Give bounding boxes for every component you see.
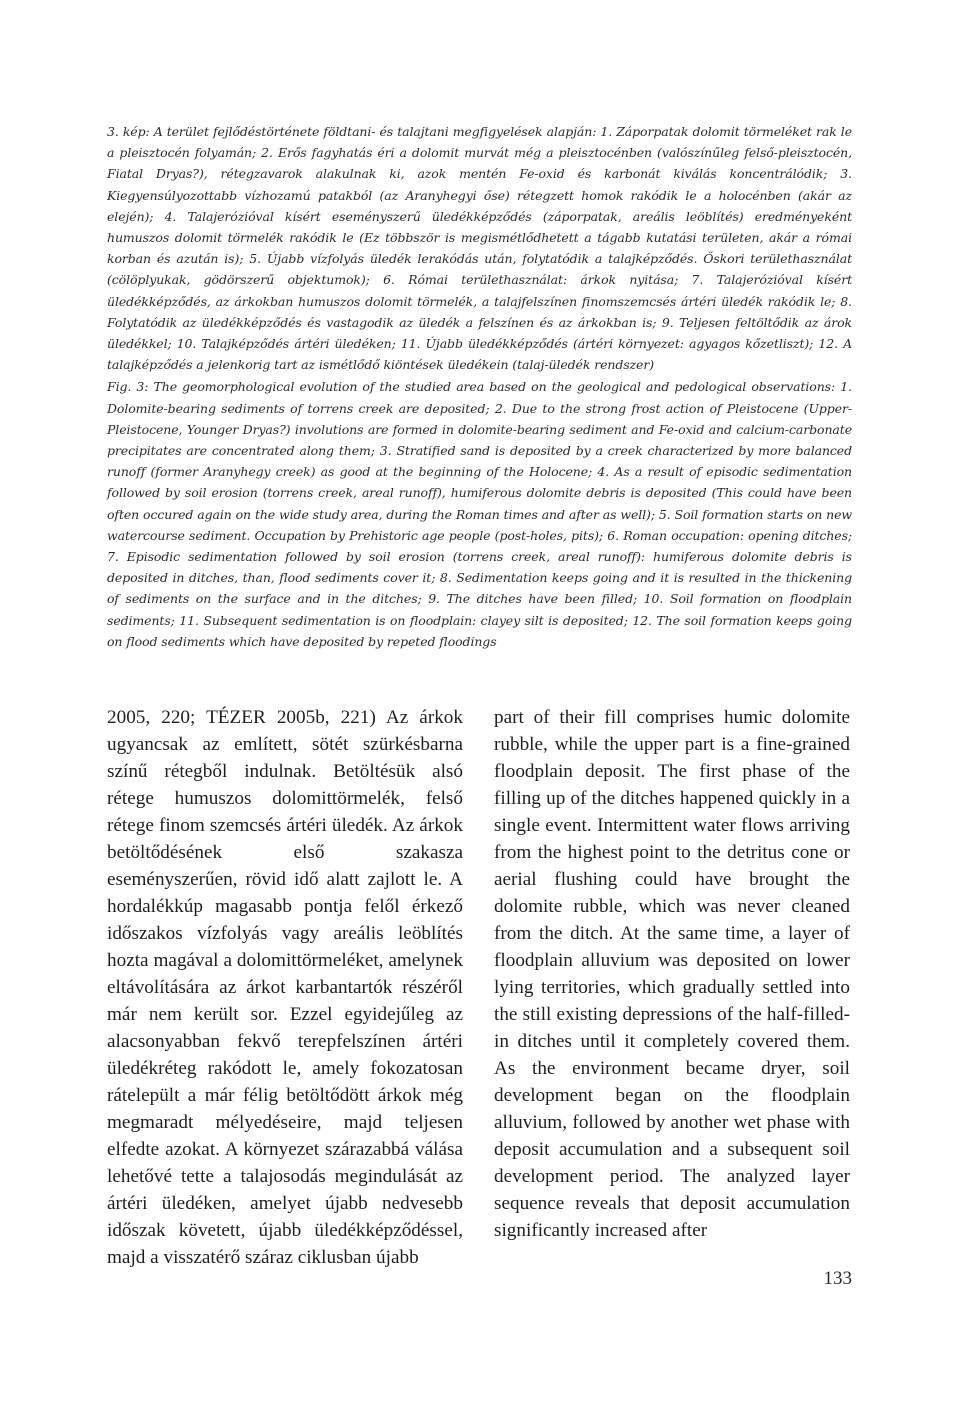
body-column-right [494, 704, 850, 1244]
figure-caption [107, 121, 852, 652]
page-number: 133 [823, 1268, 852, 1289]
caption-english: Fig. 3: The geomorphological evolution of the studied area based on the geological and pedological observations: 1. Dolomite-bearing sediments of torrens creek are deposited; 2. Due to the strong frost action of Pleistocene (Upper-Pleistocene, Younger Dryas?) involutions are formed in dolomite-bearing sediment and Fe-oxid and calcium-carbonate precipitates are concentrated along them; 3. Stratified sand is deposited by a creek characterized by more balanced runoff (former Aranyhegy creek) as good at the beginning of the Holocene; 4. As a result of episodic sedimentation followed by soil erosion (torrens creek, areal runoff), humiferous dolomite debris is deposited (This could have been often occured again on the wide study area, during the Roman times and after as well); 5. Soil formation starts on new watercourse sediment. Occupation by Prehistoric age people (post-holes, pits); 6. Roman occupation: opening ditches; 7. Episodic sedimentation followed by soil erosion (torrens creek, areal runoff): humiferous dolomite debris is deposited in ditches, than, flood sediments cover it; 8. Sedimentation keeps going and it is resulted in the thickening of sediments on the surface and in the ditches; 9. The ditches have been filled; 10. Soil formation on floodplain sediments; 11. Subsequent sedimentation is on floodplain: clayey silt is deposited; 12. The soil formation keeps going on flood sediments which have deposited by repeted floodings [107, 379, 852, 649]
body-paragraph-english: part of their fill comprises humic dolomite rubble, while the upper part is a fine-grained floodplain deposit. The first phase of the filling up of the ditches happened quickly in a single event. Intermittent water flows arriving from the highest point to the detritus cone or aerial flushing could have brought the dolomite rubble, which was never cleaned from the ditch. At the same time, a layer of floodplain alluvium was deposited on lower lying territories, which gradually settled into the still existing depressions of the half-filled-in ditches until it completely covered them. As the environment became dryer, soil development began on the floodplain alluvium, followed by another wet phase with deposit accumulation and a subsequent soil development period. The analyzed layer sequence reveals that deposit accumulation significantly increased after [494, 707, 850, 1241]
body-paragraph-hungarian: 2005, 220; TÉZER 2005b, 221) Az árkok ugyancsak az említett, sötét szürkésbarna színű rétegből indulnak. Betöltésük alsó rétege humuszos dolomittörmelék, felső rétege finom szemcsés ártéri üledék. Az árkok betöltődésének első szakasza eseményszerűen, rövid idő alatt zajlott le. A hordalékkúp magasabb pontja felől érkező időszakos vízfolyás vagy areális leöblítés hozta magával a dolomittörmeléket, amelynek eltávolítására az árkot karbantartók részéről már nem került sor. Ezzel egyidejűleg az alacsonyabban fekvő terepfelszínen ártéri üledékréteg rakódott le, amely fokozatosan rátelepült a már félig betöltődött árkok még megmaradt mélyedéseire, majd teljesen elfedte azokat. A környezet szárazabbá válása lehetővé tette a talajosodás megindulását az ártéri üledéken, amelyet újabb nedvesebb időszak követett, újabb üledékképződéssel, majd a visszatérő száraz ciklusban újabb [107, 707, 463, 1268]
body-column-left [107, 704, 463, 1271]
caption-hungarian: 3. kép: A terület fejlődéstörténete földtani- és talajtani megfigyelések alapján: 1. Záporpatak dolomit törmeléket rak le a pleisztocén folyamán; 2. Erős fagyhatás éri a dolomit murvát még a pleisztocénben (valószínűleg felső-pleisztocén, Fiatal Dryas?), rétegzavarok alakulnak ki, azok mentén Fe-oxid és karbonát kiválás koncentrálódik; 3. Kiegyensúlyozottabb vízhozamú patakból (az Aranyhegyi őse) rétegzett homok rakódik le a holocénben (akár az elején); 4. Talajerózióval kísért eseményszerű üledékképződés (záporpatak, areális leöblítés) eredményeként humuszos dolomit törmelék rakódik le (Ez többször is megismétlődhetett a tágabb kutatási területen, akár a római korban és azután is); 5. Újabb vízfolyás üledék lerakódás után, folytatódik a talajképződés. Őskori területhasználat (cölöplyukak, gödörszerű objektumok); 6. Római területhasználat: árkok nyitása; 7. Talajerózióval kísért üledékképződés, az árkokban humuszos dolomit törmelék, a talajfelszínen finomszemcsés ártéri üledék rakódik le; 8. Folytatódik az üledékképződés és vastagodik az üledék a felszínen és az árkokban is; 9. Teljesen feltöltődik az árok üledékkel; 10. Talajképződés ártéri üledéken; 11. Újabb üledékképződés (ártéri környezet: agyagos kőzetliszt); 12. A talajképződés a jelenkorig tart az ismétlődő kiöntések üledékein (talaj-üledék rendszer) [107, 124, 852, 373]
